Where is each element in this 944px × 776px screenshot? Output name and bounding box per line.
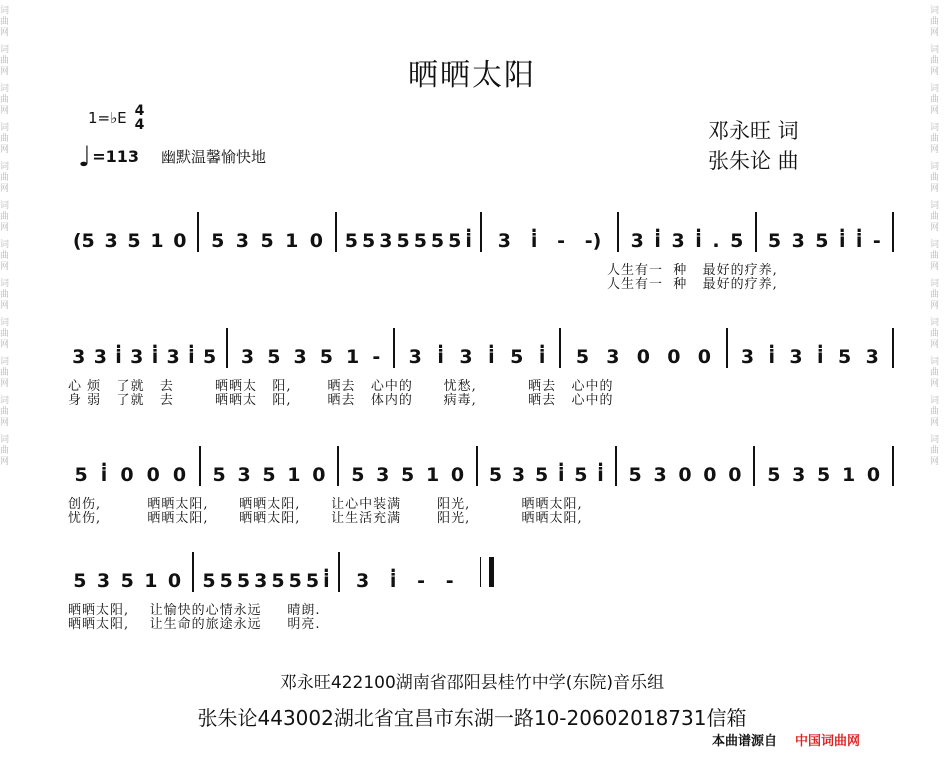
note: 5 [401, 464, 415, 486]
watermark-text: 词曲网 [0, 357, 10, 389]
note: 0 [167, 570, 182, 592]
watermark-left [0, 0, 14, 776]
note: 0 [172, 464, 187, 486]
note: 3 [130, 346, 144, 368]
note: 3 [376, 464, 390, 486]
key-label: 1=♭E [88, 109, 127, 127]
measure [199, 446, 338, 486]
note: 0 [667, 346, 681, 368]
note: 1 [285, 230, 299, 252]
measure [192, 552, 337, 592]
note: 3 [653, 464, 667, 486]
note: . i [486, 346, 497, 368]
note: 0 [728, 464, 742, 486]
watermark-text: 词曲网 [930, 396, 940, 428]
watermark-right [930, 0, 944, 776]
watermark-text: 词曲网 [930, 6, 940, 38]
note: 3 [96, 570, 111, 592]
note: 3 [459, 346, 473, 368]
note: 5 [815, 230, 829, 252]
staff-line [62, 328, 894, 368]
note: 0 [703, 464, 717, 486]
lyric-line-1: 晒晒太阳, 让愉快的心情永远 晴朗. [68, 603, 321, 618]
note: 1 [144, 570, 158, 592]
lyric-line-1: 人生有一 种 最好的疗养, [607, 263, 778, 278]
note: 5 [271, 570, 285, 592]
measure [559, 328, 725, 368]
note: 5 [202, 346, 217, 368]
note: 5 [730, 230, 744, 252]
watermark-text: 词曲网 [930, 279, 940, 311]
note: 3 [93, 346, 107, 368]
measure [480, 212, 617, 252]
note: 5 [202, 570, 216, 592]
note: 3 [235, 230, 249, 252]
note: 5 [575, 346, 590, 368]
lyric-line-2: 人生有一 种 最好的疗养, [607, 277, 778, 292]
measure [726, 328, 894, 368]
note: 3 [72, 346, 86, 368]
source-label: 本曲谱源自 [712, 734, 778, 749]
source-brand: 中国词曲网 [795, 734, 861, 749]
note: 5 [120, 570, 134, 592]
watermark-text: 词曲网 [0, 435, 10, 467]
note: . i [186, 346, 197, 368]
expression-mark: 幽默温馨愉快地 [161, 148, 267, 166]
tempo-value: =113 [92, 147, 140, 166]
watermark-text: 词曲网 [0, 201, 10, 233]
note: 5 [361, 230, 376, 252]
lyric-line-2: 身 弱 了就 去 晒晒太 阳, 晒去 体内的 病毒, 晒去 心中的 [68, 393, 614, 408]
note: 3 [671, 230, 685, 252]
note: - [372, 346, 381, 368]
watermark-text: 词曲网 [930, 45, 940, 77]
measure [62, 328, 226, 368]
note: 1 [346, 346, 360, 368]
note: 3 [791, 230, 805, 252]
note: . [712, 230, 720, 252]
note: - [872, 230, 881, 252]
meter-top: 4 [134, 103, 145, 119]
staff-line [62, 446, 894, 486]
note: . i [113, 346, 124, 368]
credits [708, 116, 799, 176]
note: 3 [497, 230, 512, 252]
measure [476, 446, 615, 486]
note: 3 [792, 464, 806, 486]
measure [338, 552, 470, 592]
note: . i [537, 346, 548, 368]
note: . i [388, 570, 399, 592]
note: 0 [450, 464, 465, 486]
note: 5 [288, 570, 302, 592]
note: (5 [72, 230, 95, 252]
watermark-text: 词曲网 [0, 396, 10, 428]
note: 1 [425, 464, 440, 486]
measure [615, 446, 754, 486]
note: 5 [305, 570, 320, 592]
footer-address-composer: 张朱论443002湖北省宜昌市东湖一路10-20602018731信箱 [197, 706, 747, 730]
note: 5 [344, 230, 358, 252]
meter-bottom: 4 [134, 117, 145, 133]
note: . i [556, 464, 567, 486]
score-system [62, 446, 894, 526]
note: 0 [173, 230, 187, 252]
footer-address-lyricist: 邓永旺422100湖南省邵阳县桂竹中学(东院)音乐组 [279, 673, 665, 693]
note: 3 [740, 346, 755, 368]
watermark-text: 词曲网 [930, 123, 940, 155]
note: 5 [534, 464, 549, 486]
note: 5 [396, 230, 410, 252]
note: 3 [865, 346, 879, 368]
note: 3 [630, 230, 644, 252]
watermark-text: 词曲网 [0, 6, 10, 38]
note: . i [321, 570, 332, 592]
note: 1 [287, 464, 301, 486]
note: 3 [237, 464, 251, 486]
watermark-text: 词曲网 [0, 45, 10, 77]
measure [62, 446, 199, 486]
note: 5 [628, 464, 642, 486]
watermark-text: 词曲网 [0, 318, 10, 350]
note: 0 [866, 464, 881, 486]
note: 3 [104, 230, 118, 252]
watermark-text: 词曲网 [0, 162, 10, 194]
watermark-text: 词曲网 [930, 201, 940, 233]
note: 3 [355, 570, 370, 592]
note: 5 [430, 230, 445, 252]
lyric-line-1: 心 烦 了就 去 晒晒太 阳, 晒去 心中的 忧愁, 晒去 心中的 [68, 379, 614, 394]
note: 3 [408, 346, 422, 368]
note: 1 [150, 230, 164, 252]
note: . i [854, 230, 865, 252]
note: . i [150, 346, 161, 368]
note: 5 [267, 346, 281, 368]
score-system [62, 212, 894, 292]
note: - [417, 570, 426, 592]
measure [62, 552, 192, 592]
note: 5 [837, 346, 852, 368]
note: . i [652, 230, 663, 252]
watermark-text: 词曲网 [930, 435, 940, 467]
note: 3 [379, 230, 393, 252]
note: 3 [511, 464, 526, 486]
note: . i [595, 464, 606, 486]
note: 5 [413, 230, 427, 252]
watermark-text: 词曲网 [930, 84, 940, 116]
note: 5 [817, 464, 831, 486]
staff-line [62, 552, 494, 592]
note: 5 [127, 230, 141, 252]
note: 5 [219, 570, 233, 592]
quarter-note-icon: ♩ [78, 139, 92, 173]
final-barline [480, 557, 494, 587]
source-attribution [712, 730, 860, 749]
note: 5 [351, 464, 365, 486]
note: -) [584, 230, 602, 252]
note: 5 [574, 464, 588, 486]
lyric-line-1: 创伤, 晒晒太阳, 晒晒太阳, 让心中装满 阳光, 晒晒太阳, [68, 497, 583, 512]
note: 5 [767, 230, 782, 252]
watermark-text: 词曲网 [930, 162, 940, 194]
measure [62, 212, 197, 252]
measure [337, 446, 476, 486]
note: 0 [146, 464, 160, 486]
watermark-text: 词曲网 [930, 357, 940, 389]
song-title: 晒晒太阳 [408, 58, 536, 93]
composer-credit: 张朱论 曲 [708, 149, 799, 173]
note: 0 [697, 346, 711, 368]
measure [753, 446, 894, 486]
key-signature [88, 104, 144, 132]
measure [335, 212, 480, 252]
staff-line [62, 212, 894, 252]
note: . i [99, 464, 110, 486]
note: - [557, 230, 565, 252]
tempo-marking [78, 139, 267, 173]
note: 5 [448, 230, 462, 252]
note: 0 [120, 464, 134, 486]
watermark-text: 词曲网 [930, 318, 940, 350]
measure [617, 212, 754, 252]
note: 3 [789, 346, 803, 368]
lyricist-credit: 邓永旺 词 [708, 119, 799, 143]
note: 3 [293, 346, 307, 368]
note: 3 [166, 346, 180, 368]
score-system [62, 328, 894, 408]
note: . i [529, 230, 540, 252]
note: . i [815, 346, 826, 368]
measure [197, 212, 334, 252]
note: 0 [309, 230, 324, 252]
note: 5 [262, 464, 276, 486]
note: . i [693, 230, 704, 252]
note: - [445, 570, 454, 592]
note: 0 [678, 464, 692, 486]
note: 5 [211, 230, 225, 252]
note: 0 [312, 464, 326, 486]
note: 5 [488, 464, 503, 486]
score-system [62, 552, 494, 632]
lyric-line-2: 忧伤, 晒晒太阳, 晒晒太阳, 让生活充满 阳光, 晒晒太阳, [68, 511, 583, 526]
note: 5 [236, 570, 251, 592]
watermark-text: 词曲网 [0, 279, 10, 311]
note: 3 [240, 346, 255, 368]
note: 5 [260, 230, 274, 252]
note: 5 [74, 464, 88, 486]
measure [226, 328, 392, 368]
note: . i [766, 346, 777, 368]
note: 5 [319, 346, 333, 368]
time-signature [135, 104, 145, 132]
note: 5 [510, 346, 524, 368]
note: 0 [636, 346, 650, 368]
measure [393, 328, 559, 368]
note: 3 [606, 346, 620, 368]
note: 5 [212, 464, 226, 486]
note: . i [435, 346, 446, 368]
watermark-text: 词曲网 [0, 240, 10, 272]
watermark-text: 词曲网 [0, 123, 10, 155]
note: 5 [767, 464, 781, 486]
note: 1 [841, 464, 856, 486]
note: 3 [254, 570, 268, 592]
watermark-text: 词曲网 [930, 240, 940, 272]
watermark-text: 词曲网 [0, 84, 10, 116]
note: . i [837, 230, 848, 252]
note: . i [463, 230, 474, 252]
note: 5 [73, 570, 87, 592]
measure [755, 212, 894, 252]
lyric-line-2: 晒晒太阳, 让生命的旅途永远 明亮. [68, 617, 321, 632]
